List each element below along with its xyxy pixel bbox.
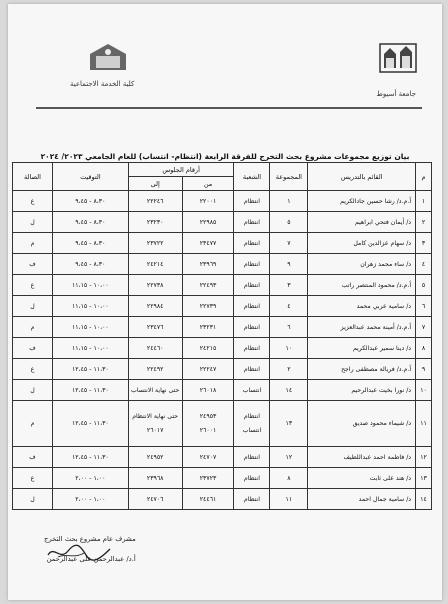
row-group: ١٣ <box>270 401 308 447</box>
row-num: ٣ <box>416 233 432 254</box>
row-from: ٢٢٧٣٩ <box>182 296 234 317</box>
row-hall: ع <box>13 468 53 489</box>
row-num: ١٠ <box>416 380 432 401</box>
row-to: ٢٤٤٦٠ <box>128 338 182 359</box>
row-time: ١١،٣٠ - ١٢،٤٥ <box>52 359 128 380</box>
row-supervisor: د/ سهام عزالدين كامل <box>308 233 416 254</box>
row-num: ٧ <box>416 317 432 338</box>
row-from: ٢٢٢٤٧ <box>182 359 234 380</box>
row-division: انتظام <box>234 489 270 510</box>
row-group: ٩ <box>270 254 308 275</box>
row-time: ١٠،٠٠ - ١١،١٥ <box>52 338 128 359</box>
row-from <box>182 401 234 447</box>
table-row <box>13 212 432 233</box>
row-num: ٨ <box>416 338 432 359</box>
row-time: ١١،٣٠ - ١٢،٤٥ <box>52 447 128 468</box>
row-num: ١ <box>416 191 432 212</box>
row-to: ٢٤٩٥٢ <box>128 447 182 468</box>
row-to: ٢٢٤٩٢ <box>128 359 182 380</box>
row-hall: م <box>13 317 53 338</box>
row-division: انتظام <box>234 447 270 468</box>
row-supervisor: أ.م.د/ محمود المنتصر راتب <box>308 275 416 296</box>
row-num: ١١ <box>416 401 432 447</box>
row-num: ٥ <box>416 275 432 296</box>
row-division: انتظام <box>234 233 270 254</box>
row-to: حتى نهاية الانتساب <box>128 380 182 401</box>
table-row <box>13 447 432 468</box>
row-division: انتظام <box>234 296 270 317</box>
supervisor-label: مشرف عام مشروع بحث التخرج <box>44 535 136 543</box>
university-logo-icon <box>376 40 420 76</box>
row-division: انتظام <box>234 338 270 359</box>
row-hall: ل <box>13 380 53 401</box>
row-hall: م <box>13 233 53 254</box>
supervisor-name: أ.د/ عبدالرحمن على عبدالرحمن <box>46 555 136 563</box>
row-from: ٢٤٢١٥ <box>182 338 234 359</box>
row-division: انتظام <box>234 359 270 380</box>
university-name: جامعة أسيوط <box>376 90 416 98</box>
row-division <box>234 401 270 447</box>
row-from: ٢٣٩٦٩ <box>182 254 234 275</box>
table-row <box>13 233 432 254</box>
table-header-row <box>13 163 432 177</box>
row-from: ٢٣٧٢٣ <box>182 468 234 489</box>
row-time: ١٠،٠٠ - ١١،١٥ <box>52 296 128 317</box>
header-hall: الصالة <box>13 163 53 191</box>
row-num: ١٢ <box>416 447 432 468</box>
row-time: ٨،٣٠ - ٩،٤٥ <box>52 212 128 233</box>
row-num: ١٤ <box>416 489 432 510</box>
table-row <box>13 359 432 380</box>
row-to: ٢٣٧٢٢ <box>128 233 182 254</box>
row-time: ١،٠٠ - ٢،٠٠ <box>52 468 128 489</box>
row-to <box>128 401 182 447</box>
row-num: ٤ <box>416 254 432 275</box>
row-group: ٦ <box>270 317 308 338</box>
row-group: ٢ <box>270 359 308 380</box>
row-from: ٢٢٩٨٥ <box>182 212 234 233</box>
row-to: ٢٤٧٠٦ <box>128 489 182 510</box>
header-group: المجموعة <box>270 163 308 191</box>
row-num: ١٣ <box>416 468 432 489</box>
row-supervisor: د/ فاطمة احمد عبداللطيف <box>308 447 416 468</box>
row-time: ٨،٣٠ - ٩،٤٥ <box>52 191 128 212</box>
row-hall: ف <box>13 338 53 359</box>
row-group: ١ <box>270 191 308 212</box>
header-divider <box>36 107 422 109</box>
row-division: انتظام <box>234 254 270 275</box>
header-to: إلى <box>128 177 182 191</box>
row-to: ٢٣٩٦٨ <box>128 468 182 489</box>
row-division: انتظام <box>234 191 270 212</box>
row-num: ٩ <box>416 359 432 380</box>
table-row <box>13 338 432 359</box>
row-hall: م <box>13 401 53 447</box>
row-from: ٢٣٤٧٧ <box>182 233 234 254</box>
row-to: ٢٢٩٨٤ <box>128 296 182 317</box>
header-num: م <box>416 163 432 191</box>
row-from: ٢٣٢٣١ <box>182 317 234 338</box>
header-seats: أرقام الجلوس <box>128 163 234 177</box>
row-from-primary: ٢٤٩٥٣ <box>199 412 217 420</box>
row-division: انتظام <box>234 317 270 338</box>
row-group: ١٢ <box>270 447 308 468</box>
row-hall: ع <box>13 359 53 380</box>
row-from: ٢٦٠١٨ <box>182 380 234 401</box>
table-row <box>13 296 432 317</box>
header-from: من <box>182 177 234 191</box>
header-time: التوقيت <box>52 163 128 191</box>
row-division: انتظام <box>234 468 270 489</box>
row-hall: ل <box>13 489 53 510</box>
row-to-secondary: ٢٦٠١٧ <box>146 426 164 434</box>
row-time: ١،٠٠ - ٢،٠٠ <box>52 489 128 510</box>
row-to: ٢٣٢٣٠ <box>128 212 182 233</box>
row-num: ٦ <box>416 296 432 317</box>
document-title: بيان توزيع مجموعات مشروع بحث التخرج للفرقة الرابعة (انتظام- انتساب) للعام الجامعي ٢٠٢٣/ ٢٠٢٤ <box>40 152 410 161</box>
row-group: ٥ <box>270 212 308 233</box>
row-num: ٢ <box>416 212 432 233</box>
row-supervisor: د/ شيماء محمود صديق <box>308 401 416 447</box>
row-time: ٨،٣٠ - ٩،٤٥ <box>52 254 128 275</box>
row-division: انتظام <box>234 275 270 296</box>
row-supervisor: أ.م.د/ فريالة مصطفى راجح <box>308 359 416 380</box>
row-supervisor: أ.م.د/ أمينة محمد عبدالعزيز <box>308 317 416 338</box>
row-time: ١٠،٠٠ - ١١،١٥ <box>52 317 128 338</box>
row-from: ٢٢٠٠١ <box>182 191 234 212</box>
row-from: ٢٢٤٩٣ <box>182 275 234 296</box>
row-supervisor: د/ دينا سمير عبدالكريم <box>308 338 416 359</box>
row-division-primary: انتظام <box>243 412 260 420</box>
table-row <box>13 468 432 489</box>
row-supervisor: د/ سامية جمال احمد <box>308 489 416 510</box>
row-hall: ل <box>13 296 53 317</box>
row-time: ١١،٣٠ - ١٢،٤٥ <box>52 380 128 401</box>
row-group: ٤ <box>270 296 308 317</box>
table-row <box>13 380 432 401</box>
table-row <box>13 191 432 212</box>
row-group: ٣ <box>270 275 308 296</box>
row-supervisor: د/ نورا بخيت عبدالرحيم <box>308 380 416 401</box>
row-supervisor: د/ هند على ثابت <box>308 468 416 489</box>
row-time: ٨،٣٠ - ٩،٤٥ <box>52 233 128 254</box>
college-name: كلية الخدمة الاجتماعية <box>70 80 135 88</box>
row-hall: ل <box>13 212 53 233</box>
table-row <box>13 275 432 296</box>
header-division: الشعبة <box>234 163 270 191</box>
college-logo-icon <box>86 40 130 76</box>
row-to: ٢٣٤٧٦ <box>128 317 182 338</box>
row-hall: ف <box>13 254 53 275</box>
row-to-primary: حتى نهاية الانتظام <box>132 412 179 420</box>
row-hall: ع <box>13 191 53 212</box>
header-supervisor: القائم بالتدريس <box>308 163 416 191</box>
row-to: ٢٤٢١٤ <box>128 254 182 275</box>
row-to: ٢٢٧٣٨ <box>128 275 182 296</box>
row-to: ٢٢٢٤٦ <box>128 191 182 212</box>
row-supervisor: د/ سامية عربي محمد <box>308 296 416 317</box>
row-from-secondary: ٢٦٠٠١ <box>199 426 217 434</box>
row-group: ٧ <box>270 233 308 254</box>
row-hall: ف <box>13 447 53 468</box>
row-group: ١١ <box>270 489 308 510</box>
table-row <box>13 489 432 510</box>
row-group: ١٠ <box>270 338 308 359</box>
row-group: ١٤ <box>270 380 308 401</box>
row-division: انتساب <box>234 380 270 401</box>
row-time: ١٠،٠٠ - ١١،١٥ <box>52 275 128 296</box>
supervisor-block <box>44 535 136 563</box>
row-supervisor: د/ ساء محمد زهران <box>308 254 416 275</box>
row-division: انتظام <box>234 212 270 233</box>
row-division-secondary: انتساب <box>242 426 262 434</box>
row-time: ١١،٣٠ - ١٢،٤٥ <box>52 401 128 447</box>
row-group: ٨ <box>270 468 308 489</box>
table-row <box>13 401 432 447</box>
row-from: ٢٤٧٠٧ <box>182 447 234 468</box>
schedule-table <box>12 162 432 510</box>
row-from: ٢٤٤٦١ <box>182 489 234 510</box>
table-row <box>13 317 432 338</box>
row-supervisor: د/ أيمان فتحي ابراهيم <box>308 212 416 233</box>
table-row <box>13 254 432 275</box>
row-hall: ع <box>13 275 53 296</box>
row-supervisor: أ.م.د/ رشا حسين جادالكريم <box>308 191 416 212</box>
